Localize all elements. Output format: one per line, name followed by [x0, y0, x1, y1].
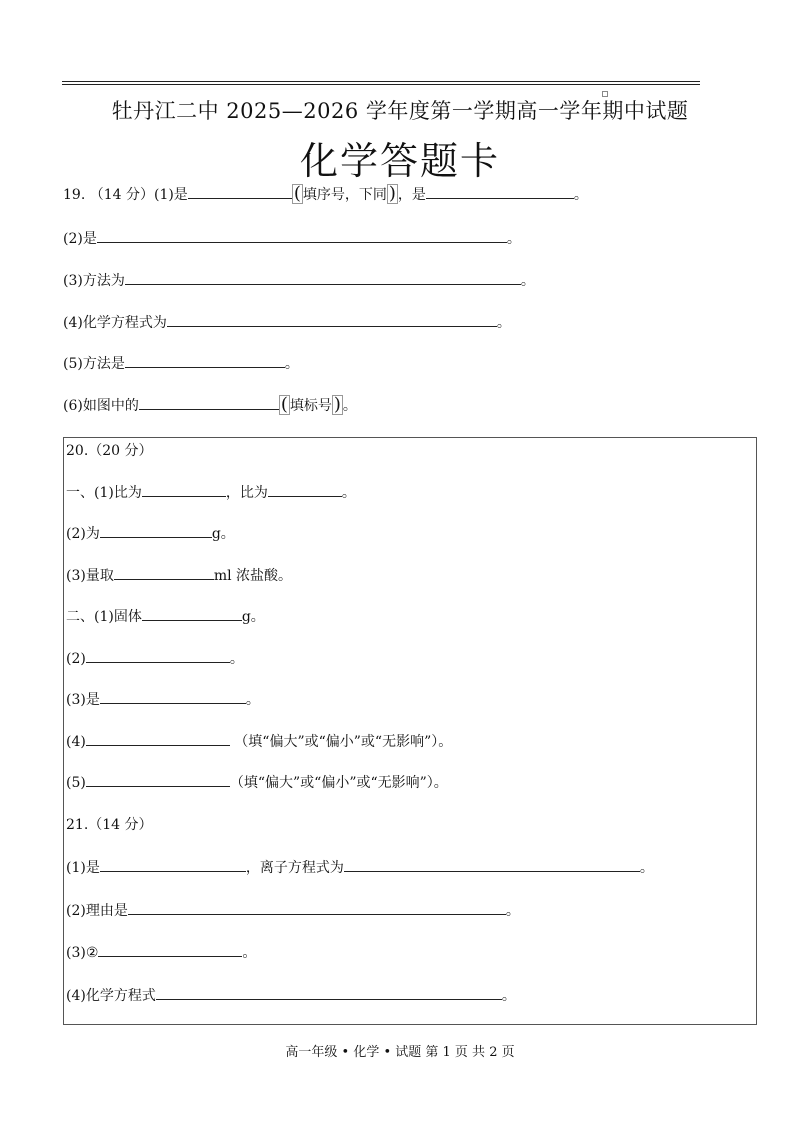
note-paren: (	[280, 394, 288, 415]
q20-s1-1-mid: ，比为	[225, 485, 268, 501]
q20-s2-3-label: (3)是	[66, 692, 100, 708]
period: 。	[506, 231, 521, 247]
q20-s1-3	[66, 565, 292, 586]
period: 。	[496, 315, 511, 331]
q19-p4-label: (4)化学方程式为	[63, 315, 167, 331]
period: 。	[501, 988, 516, 1004]
period: 。	[245, 692, 260, 708]
answer-blank[interactable]	[139, 395, 279, 410]
q19-part3	[63, 270, 535, 291]
answer-blank[interactable]	[426, 184, 574, 199]
exam-title-line: 牡丹江二中 2025—2026 学年度第一学期高一学年期中试题	[111, 99, 689, 123]
q19-p6-note: 填标号	[289, 398, 332, 414]
q20-s1-2-label: (2)为	[66, 526, 100, 542]
q20-s1-1-label: 一、(1)比为	[66, 485, 142, 501]
q21-p4-label: (4)化学方程式	[66, 988, 156, 1004]
period: 。	[229, 651, 244, 667]
q20-s2-5	[66, 772, 448, 793]
period: 。	[573, 187, 588, 203]
q19-head: 19. （14 分）(1)是	[63, 187, 188, 203]
answer-blank[interactable]	[156, 985, 502, 1000]
q19-part6	[63, 395, 357, 416]
answer-blank[interactable]	[125, 353, 285, 368]
q20-s2-1-label: 二、(1)固体	[66, 609, 142, 625]
note-paren: )	[388, 183, 396, 204]
answer-blank[interactable]	[98, 942, 242, 957]
q21-p2-label: (2)理由是	[66, 903, 128, 919]
period: 。	[242, 945, 257, 961]
q19-note: 填序号，下同	[302, 187, 387, 203]
q19-part1	[63, 184, 588, 205]
q21-part4	[66, 985, 516, 1006]
period: 。	[342, 398, 357, 414]
q20-s2-1	[66, 606, 265, 627]
q21-part3	[66, 942, 256, 963]
answer-blank[interactable]	[142, 606, 242, 621]
answer-blank[interactable]	[100, 857, 246, 872]
answer-blank[interactable]	[128, 900, 506, 915]
q21-p3-label: (3)②	[66, 945, 99, 961]
q21-head: 21.（14 分）	[66, 817, 153, 833]
period: 。	[639, 860, 654, 876]
q19-p3-label: (3)方法为	[63, 273, 125, 289]
q20-head: 20.（20 分）	[66, 443, 153, 459]
q20-s2-3	[66, 689, 260, 710]
q20-s1-1	[66, 482, 356, 503]
note-paren: (	[293, 183, 301, 204]
answer-blank[interactable]	[167, 312, 497, 327]
answer-blank[interactable]	[344, 857, 640, 872]
q21-part2	[66, 900, 520, 921]
q20-s1-2	[66, 523, 235, 544]
q20-s1-3-unit: ml 浓盐酸。	[213, 568, 293, 584]
q21-part1	[66, 857, 654, 878]
q19-p5-label: (5)方法是	[63, 356, 125, 372]
period: 。	[520, 273, 535, 289]
q19-mid: ，是	[397, 187, 426, 203]
q19-p6-label: (6)如图中的	[63, 398, 139, 414]
q19-part2	[63, 228, 521, 249]
answer-blank[interactable]	[86, 731, 230, 746]
period: 。	[505, 903, 520, 919]
q20-s2-4	[66, 731, 452, 752]
answer-blank[interactable]	[86, 772, 230, 787]
q19-p2-label: (2)是	[63, 231, 97, 247]
answer-sheet-title: 化学答题卡	[299, 139, 500, 183]
header-rule-top	[62, 81, 700, 82]
answer-blank[interactable]	[268, 482, 342, 497]
q20-s1-3-label: (3)量取	[66, 568, 114, 584]
header-rule-bottom	[62, 84, 700, 85]
answer-blank[interactable]	[100, 689, 246, 704]
q20-s1-2-unit: g。	[211, 526, 235, 542]
q20-s2-1-unit: g。	[241, 609, 265, 625]
q21-p1-mid: ，离子方程式为	[245, 860, 344, 876]
note-paren: )	[333, 394, 341, 415]
q19-part4	[63, 312, 511, 333]
answer-blank[interactable]	[100, 523, 212, 538]
answer-blank[interactable]	[114, 565, 214, 580]
period: 。	[284, 356, 299, 372]
q21-p1-label: (1)是	[66, 860, 100, 876]
answer-blank[interactable]	[125, 270, 521, 285]
page-footer: 高一年级 • 化学 • 试题 第 1 页 共 2 页	[285, 1045, 515, 1060]
answer-blank[interactable]	[142, 482, 226, 497]
q20-s2-4-label: (4)	[66, 734, 86, 750]
answer-blank[interactable]	[188, 184, 292, 199]
q20-s2-5-label: (5)	[66, 775, 86, 791]
q20-s2-5-note: （填“偏大”或“偏小”或“无影响”）。	[229, 775, 448, 791]
q20-s2-4-note: （填“偏大”或“偏小”或“无影响”）。	[229, 734, 453, 750]
q19-part5	[63, 353, 299, 374]
period: 。	[341, 485, 356, 501]
q20-s2-2	[66, 648, 244, 669]
q20-s2-2-label: (2)	[66, 651, 86, 667]
answer-blank[interactable]	[97, 228, 507, 243]
answer-blank[interactable]	[86, 648, 230, 663]
